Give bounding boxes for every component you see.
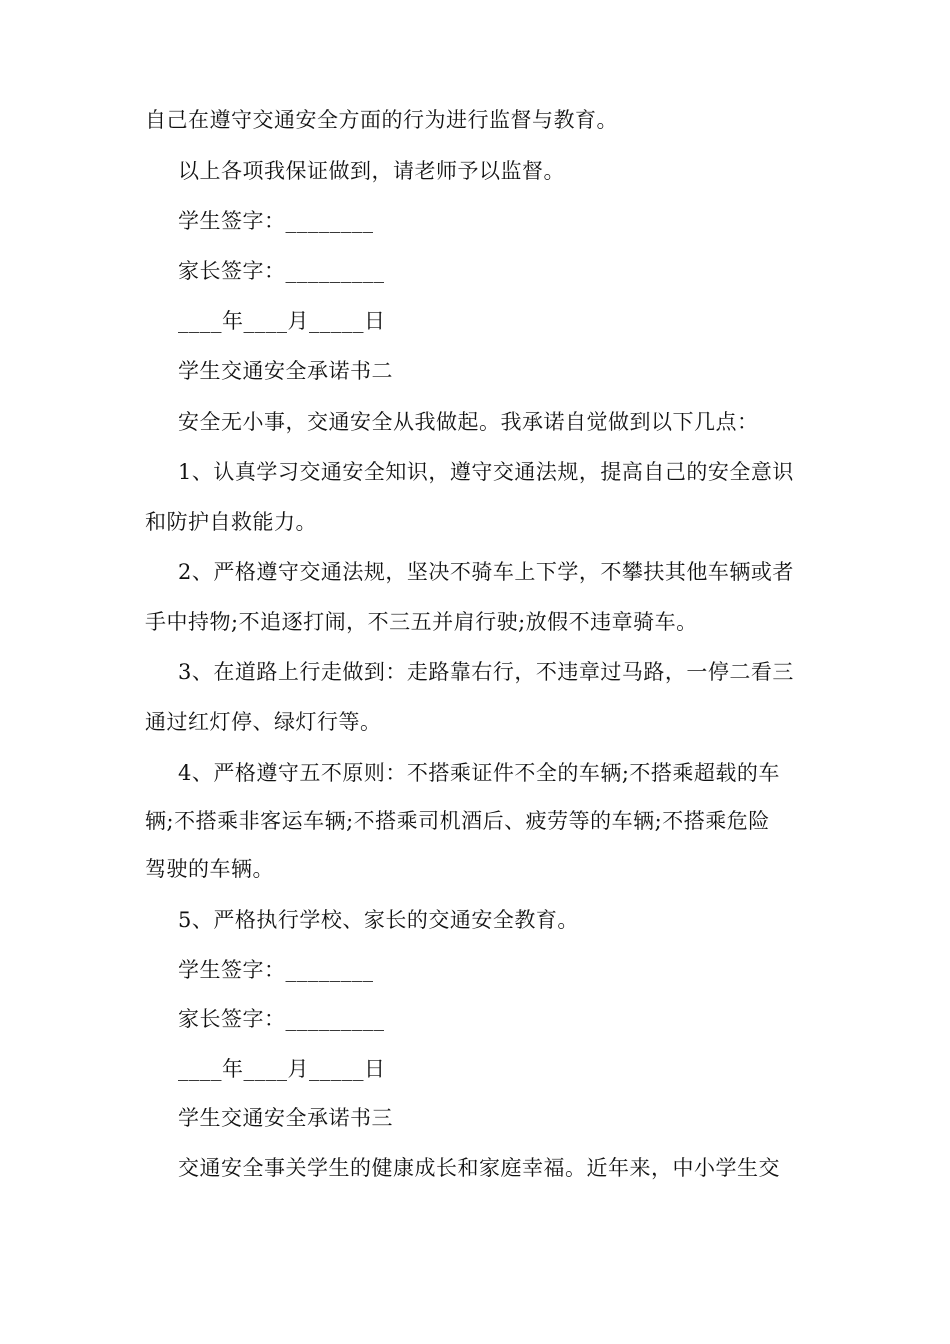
- list-item-5: 5、严格执行学校、家长的交通安全教育。: [178, 908, 579, 932]
- paragraph-line: 自己在遵守交通安全方面的行为进行监督与教育。: [145, 108, 618, 132]
- student-signature-line: 学生签字：________: [178, 958, 374, 982]
- list-item-4: 4、严格遵守五不原则：不搭乘证件不全的车辆;不搭乘超载的车: [178, 761, 780, 785]
- list-item-4-cont: 辆;不搭乘非客运车辆;不搭乘司机酒后、疲劳等的车辆;不搭乘危险: [145, 809, 770, 833]
- section-title-2: 学生交通安全承诺书二: [178, 359, 393, 383]
- list-item-2-cont: 手中持物;不追逐打闹，不三五并肩行驶;放假不违章骑车。: [145, 610, 698, 634]
- date-line: ____年____月_____日: [178, 1057, 386, 1081]
- parent-signature-line: 家长签字：_________: [178, 1007, 385, 1031]
- paragraph-line: 交通安全事关学生的健康成长和家庭幸福。近年来，中小学生交: [178, 1156, 780, 1180]
- list-item-1: 1、认真学习交通安全知识，遵守交通法规，提高自己的安全意识: [178, 460, 794, 484]
- paragraph-line: 安全无小事，交通安全从我做起。我承诺自觉做到以下几点：: [178, 410, 759, 434]
- list-item-3: 3、在道路上行走做到：走路靠右行，不违章过马路，一停二看三: [178, 660, 794, 684]
- pledge-statement: 以上各项我保证做到，请老师予以监督。: [178, 159, 565, 183]
- list-item-3-cont: 通过红灯停、绿灯行等。: [145, 710, 382, 734]
- parent-signature-line: 家长签字：_________: [178, 259, 385, 283]
- section-title-3: 学生交通安全承诺书三: [178, 1106, 393, 1130]
- list-item-1-cont: 和防护自救能力。: [145, 510, 317, 534]
- list-item-2: 2、严格遵守交通法规，坚决不骑车上下学，不攀扶其他车辆或者: [178, 560, 794, 584]
- student-signature-line: 学生签字：________: [178, 209, 374, 233]
- date-line: ____年____月_____日: [178, 309, 386, 333]
- list-item-4-cont: 驾驶的车辆。: [145, 857, 274, 881]
